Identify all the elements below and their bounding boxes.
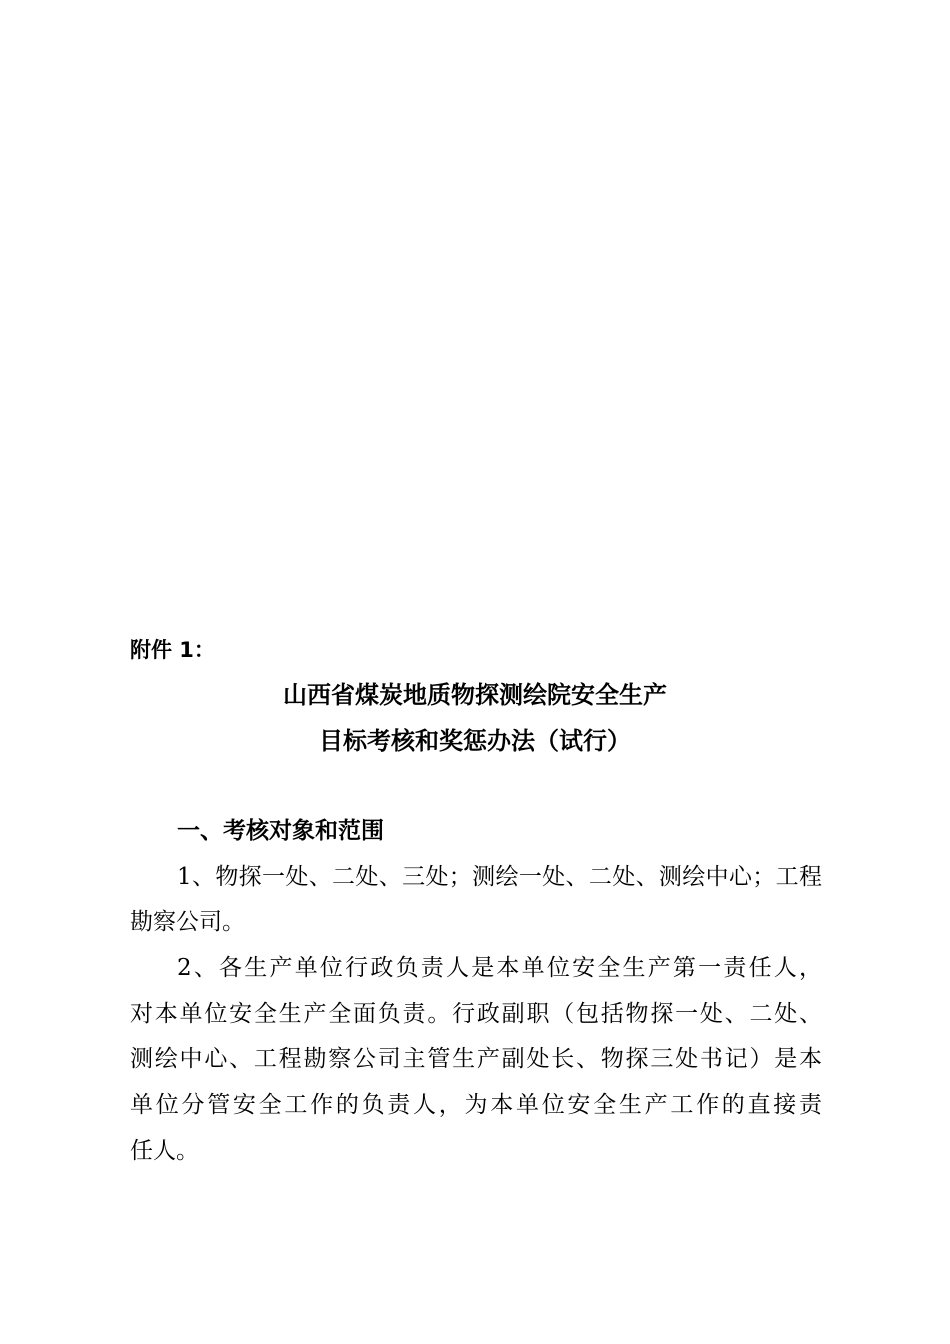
paragraph-2-line-2: 对本单位安全生产全面负责。行政副职（包括物探一处、二处、 xyxy=(130,1001,822,1027)
paragraph-1-line-1: 1、物探一处、二处、三处；测绘一处、二处、测绘中心；工程 xyxy=(177,864,822,890)
document-title-line-1: 山西省煤炭地质物探测绘院安全生产 xyxy=(283,681,667,709)
paragraph-2-line-3: 测绘中心、工程勘察公司主管生产副处长、物探三处书记）是本 xyxy=(130,1046,822,1072)
paragraph-2-line-4: 单位分管安全工作的负责人，为本单位安全生产工作的直接责 xyxy=(130,1092,822,1118)
paragraph-2-line-5: 任人。 xyxy=(130,1138,199,1164)
attachment-label: 附件 1： xyxy=(130,638,215,662)
section-heading: 一、考核对象和范围 xyxy=(177,817,384,844)
paragraph-1-line-2: 勘察公司。 xyxy=(130,909,245,935)
document-title-line-2: 目标考核和奖惩办法（试行） xyxy=(319,727,631,755)
paragraph-2-line-1: 2、各生产单位行政负责人是本单位安全生产第一责任人， xyxy=(177,955,822,981)
